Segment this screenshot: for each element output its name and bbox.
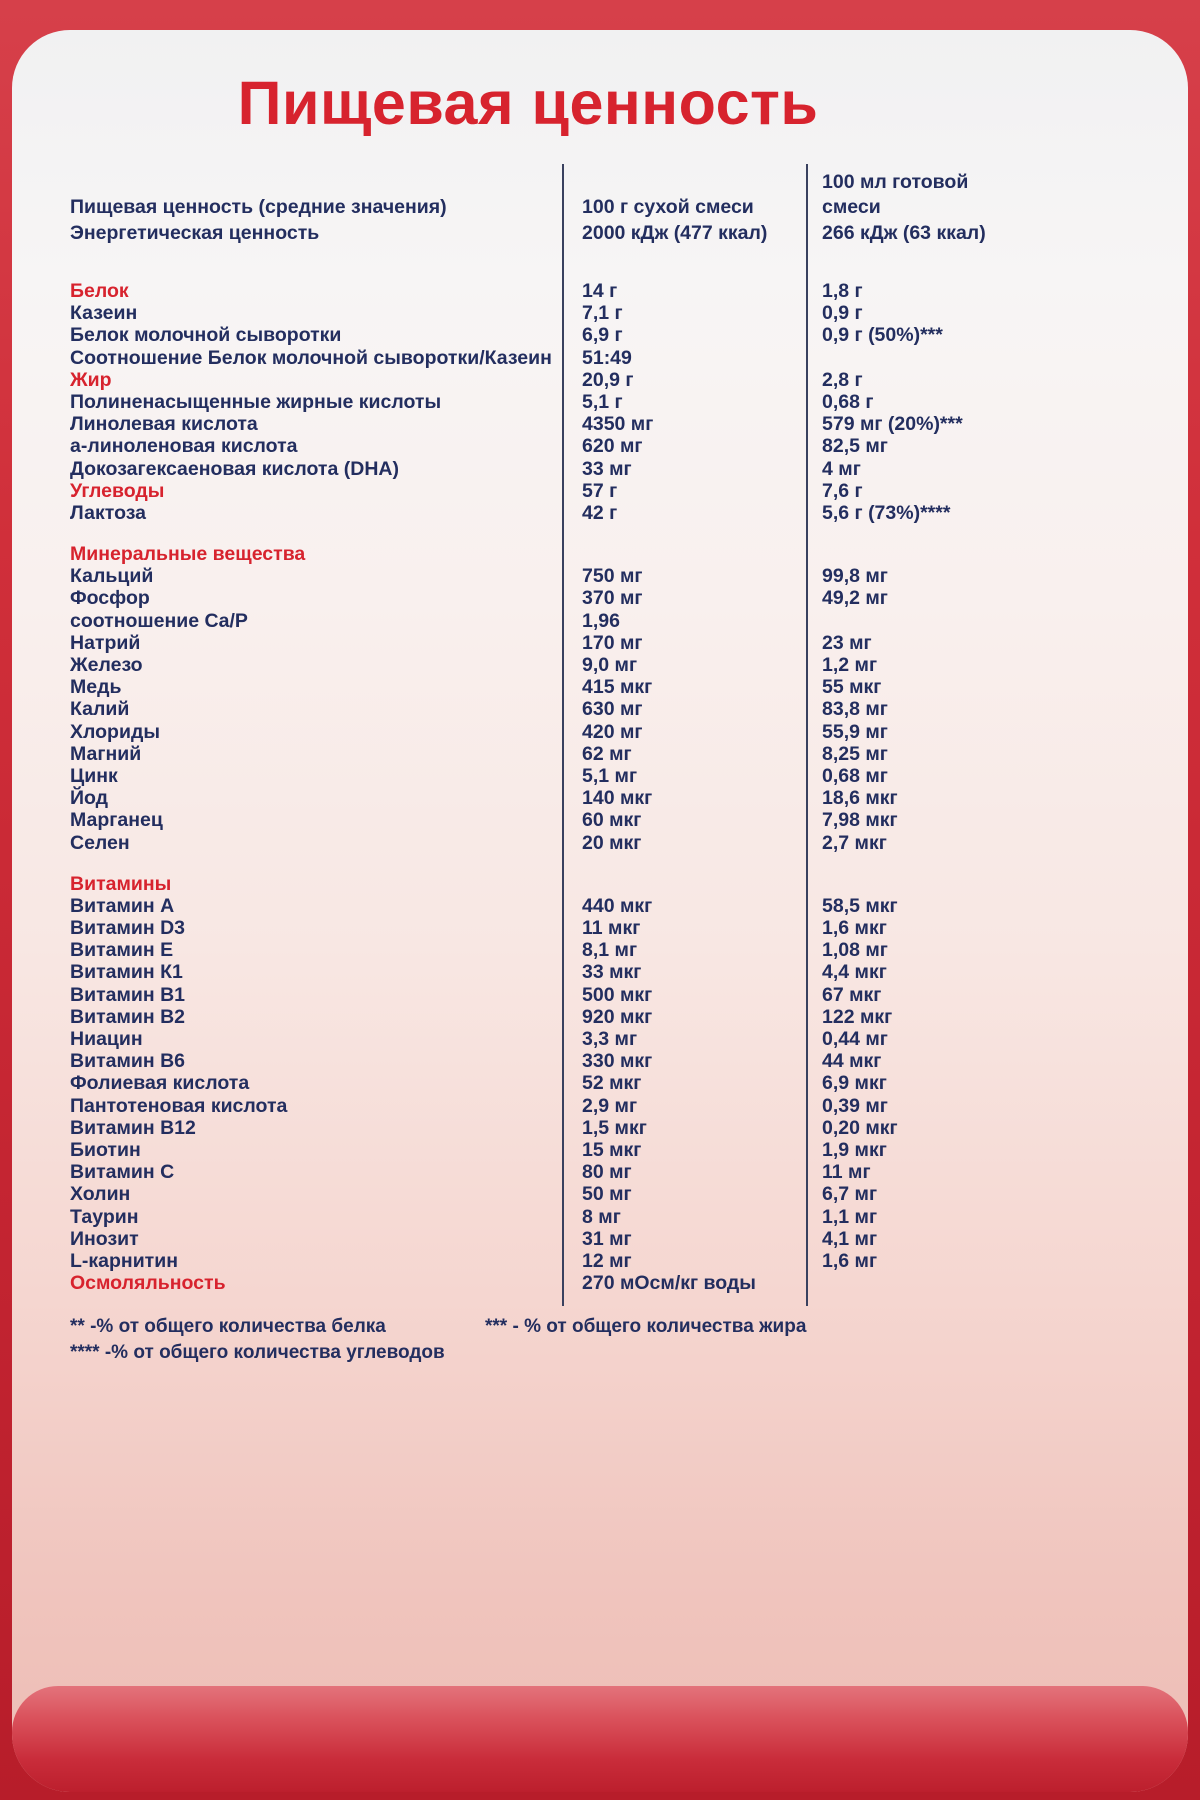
value-dry-mix: 1,5 мкг — [582, 1116, 647, 1139]
value-dry-mix: 8 мг — [582, 1205, 621, 1228]
nutrient-row — [70, 435, 1080, 457]
nutrient-label: Докозагексаеновая кислота (DHA) — [70, 457, 399, 480]
nutrient-label: Витамин В2 — [70, 1005, 186, 1028]
header-line: Энергетическая ценность — [70, 221, 320, 244]
value-ready-mix: 4,4 мкг — [822, 961, 887, 984]
nutrient-label: Витамин В1 — [70, 983, 186, 1006]
section-row — [70, 543, 1080, 565]
value-dry-mix: 12 мг — [582, 1249, 632, 1272]
value-dry-mix: 4350 мг — [582, 413, 654, 436]
value-ready-mix: 58,5 мкг — [822, 894, 898, 917]
nutrient-label: Осмоляльность — [70, 1272, 226, 1295]
value-dry-mix: 33 мг — [582, 457, 632, 480]
nutrient-label: Фолиевая кислота — [70, 1072, 250, 1095]
value-dry-mix: 620 мг — [582, 435, 643, 458]
value-dry-mix: 20,9 г — [582, 368, 634, 391]
value-ready-mix: 4 мг — [822, 457, 861, 480]
nutrient-label: Пантотеновая кислота — [70, 1094, 288, 1117]
footnote-protein: ** -% от общего количества белка — [70, 1316, 386, 1337]
nutrient-label: Селен — [70, 831, 130, 854]
footnote-fat: *** - % от общего количества жира — [485, 1316, 807, 1337]
header-col-nutrient — [70, 195, 562, 246]
nutrient-row — [70, 1272, 1080, 1294]
nutrient-row — [70, 765, 1080, 787]
nutrient-row — [70, 1250, 1080, 1272]
value-dry-mix: 140 мкг — [582, 787, 653, 810]
nutrient-label: Полиненасыщенные жирные кислоты — [70, 390, 442, 413]
nutrient-label: Марганец — [70, 809, 163, 832]
value-dry-mix: 15 мкг — [582, 1138, 642, 1161]
value-dry-mix: 170 мг — [582, 631, 643, 654]
nutrient-label: Холин — [70, 1183, 131, 1206]
value-dry-mix: 9,0 мг — [582, 654, 638, 676]
nutrient-label: Биотин — [70, 1138, 141, 1161]
value-dry-mix: 42 г — [582, 501, 618, 524]
value-ready-mix: 0,39 мг — [822, 1094, 888, 1117]
nutrient-label: Казеин — [70, 302, 138, 325]
header-line: смеси — [822, 196, 881, 218]
value-ready-mix — [806, 610, 1080, 632]
value-dry-mix: 14 г — [582, 280, 618, 302]
nutrient-row — [70, 654, 1080, 676]
nutrient-label: Натрий — [70, 631, 141, 654]
nutrient-label: а-линоленовая кислота — [70, 435, 298, 458]
nutrient-row — [70, 347, 1080, 369]
value-dry-mix: 20 мкг — [582, 831, 642, 854]
value-dry-mix: 330 мкг — [582, 1050, 653, 1073]
value-dry-mix: 33 мкг — [582, 961, 642, 984]
value-ready-mix — [806, 347, 1080, 369]
value-dry-mix: 370 мг — [582, 587, 643, 610]
value-dry-mix: 750 мг — [582, 565, 643, 588]
nutrient-row — [70, 324, 1080, 346]
nutrient-label: Минеральные вещества — [70, 543, 306, 566]
nutrient-label: Витамин А — [70, 894, 175, 917]
nutrient-label: Белок — [70, 280, 129, 302]
nutrient-label: Витамин В6 — [70, 1050, 186, 1073]
nutrient-row — [70, 809, 1080, 831]
nutrient-label: Углеводы — [70, 479, 165, 502]
nutrient-row — [70, 565, 1080, 587]
value-dry-mix: 920 мкг — [582, 1005, 653, 1028]
value-dry-mix: 7,1 г — [582, 302, 623, 325]
nutrient-row — [70, 302, 1080, 324]
value-ready-mix: 7,98 мкг — [822, 809, 898, 832]
value-ready-mix: 0,68 мг — [822, 764, 888, 787]
value-dry-mix: 5,1 мг — [582, 764, 638, 787]
nutrient-row — [70, 961, 1080, 983]
value-dry-mix: 60 мкг — [582, 809, 642, 832]
section-spacer — [70, 854, 1080, 873]
bottom-red-band — [12, 1686, 1188, 1792]
nutrient-row — [70, 1028, 1080, 1050]
value-ready-mix: 55 мкг — [822, 676, 882, 699]
value-ready-mix: 6,7 мг — [822, 1183, 878, 1206]
nutrient-label: соотношение Ca/P — [70, 609, 248, 632]
nutrient-label: Белок молочной сыворотки — [70, 324, 342, 347]
value-dry-mix: 52 мкг — [582, 1072, 642, 1095]
footnote-row — [70, 1314, 1080, 1340]
nutrient-label: Таурин — [70, 1205, 139, 1228]
nutrient-row — [70, 1161, 1080, 1183]
value-ready-mix — [806, 1272, 1080, 1294]
nutrient-label: Линолевая кислота — [70, 413, 258, 436]
value-dry-mix: 62 мг — [582, 742, 632, 765]
nutrient-row — [70, 743, 1080, 765]
value-ready-mix: 83,8 мг — [822, 698, 888, 721]
value-ready-mix: 6,9 мкг — [822, 1072, 887, 1095]
nutrient-row — [70, 502, 1080, 524]
nutrient-label: Витамин D3 — [70, 917, 186, 940]
value-ready-mix: 1,1 мг — [822, 1205, 878, 1228]
value-ready-mix: 579 мг (20%)*** — [822, 413, 963, 436]
value-dry-mix — [562, 543, 806, 565]
nutrient-row — [70, 587, 1080, 609]
nutrient-row — [70, 1139, 1080, 1161]
nutrient-row — [70, 787, 1080, 809]
header-col-dry-mix — [562, 195, 806, 246]
nutrient-label: Ниацин — [70, 1028, 143, 1050]
nutrient-row — [70, 458, 1080, 480]
nutrient-label: Соотношение Белок молочной сыворотки/Казеин — [70, 346, 552, 369]
value-ready-mix: 0,9 г (50%)*** — [822, 324, 943, 347]
value-dry-mix: 11 мкг — [582, 917, 641, 940]
section-spacer — [70, 524, 1080, 543]
nutrient-label: Медь — [70, 676, 122, 699]
nutrient-row — [70, 480, 1080, 502]
nutrient-label: Фосфор — [70, 587, 150, 610]
value-ready-mix: 1,9 мкг — [822, 1138, 887, 1161]
value-dry-mix: 57 г — [582, 479, 618, 502]
value-ready-mix — [806, 873, 1080, 895]
value-dry-mix: 51:49 — [582, 346, 632, 369]
header-line: Пищевая ценность (средние значения) — [70, 196, 447, 218]
value-dry-mix: 3,3 мг — [582, 1028, 638, 1050]
value-ready-mix: 5,6 г (73%)**** — [822, 501, 951, 524]
value-ready-mix: 0,68 г — [822, 390, 874, 413]
value-dry-mix: 80 мг — [582, 1161, 632, 1184]
nutrient-label: Лактоза — [70, 501, 147, 524]
nutrient-row — [70, 1117, 1080, 1139]
nutrient-row — [70, 676, 1080, 698]
header-line: 100 г сухой смеси — [582, 196, 754, 218]
nutrient-row — [70, 1095, 1080, 1117]
nutrient-row — [70, 632, 1080, 654]
value-ready-mix: 0,44 мг — [822, 1028, 888, 1050]
header-line: 266 кДж (63 ккал) — [822, 221, 986, 244]
value-ready-mix: 11 мг — [822, 1161, 871, 1184]
section-row — [70, 873, 1080, 895]
nutrient-row — [70, 895, 1080, 917]
nutrient-row — [70, 698, 1080, 720]
nutrient-row — [70, 1050, 1080, 1072]
value-dry-mix: 415 мкг — [582, 676, 653, 699]
value-dry-mix: 420 мг — [582, 720, 643, 743]
nutrient-label: Железо — [70, 654, 143, 676]
value-ready-mix — [806, 543, 1080, 565]
value-ready-mix: 23 мг — [822, 631, 872, 654]
value-ready-mix: 1,8 г — [822, 280, 863, 302]
value-ready-mix: 4,1 мг — [822, 1227, 878, 1250]
nutrient-row — [70, 280, 1080, 302]
nutrient-row — [70, 369, 1080, 391]
nutrient-row — [70, 939, 1080, 961]
value-dry-mix: 2,9 мг — [582, 1094, 638, 1117]
value-ready-mix: 82,5 мг — [822, 435, 888, 458]
nutrient-label: Калий — [70, 698, 130, 721]
nutrient-row — [70, 1072, 1080, 1094]
footnote-carbs: **** -% от общего количества углеводов — [70, 1342, 445, 1363]
footnotes — [70, 1314, 1080, 1366]
footnote-row — [70, 1340, 1080, 1366]
value-dry-mix: 6,9 г — [582, 324, 623, 347]
value-ready-mix: 1,6 мг — [822, 1249, 878, 1272]
nutrient-row — [70, 984, 1080, 1006]
nutrition-table — [70, 166, 1080, 1294]
nutrient-label: Витамины — [70, 872, 172, 895]
nutrient-row — [70, 1183, 1080, 1205]
nutrient-label: Витамин С — [70, 1161, 175, 1184]
nutrient-row — [70, 610, 1080, 632]
value-dry-mix: 270 мОсм/кг воды — [582, 1272, 756, 1295]
value-dry-mix: 500 мкг — [582, 983, 653, 1006]
nutrient-row — [70, 1006, 1080, 1028]
nutrient-row — [70, 391, 1080, 413]
value-dry-mix: 5,1 г — [582, 390, 623, 413]
nutrient-label: Хлориды — [70, 720, 160, 743]
header-line: 100 мл готовой — [822, 170, 969, 193]
value-ready-mix: 0,9 г — [822, 302, 863, 325]
value-dry-mix: 50 мг — [582, 1183, 632, 1206]
value-ready-mix: 67 мкг — [822, 983, 882, 1006]
nutrient-label: Инозит — [70, 1227, 139, 1250]
value-ready-mix: 1,08 мг — [822, 939, 888, 962]
value-ready-mix: 2,8 г — [822, 368, 863, 391]
value-dry-mix — [562, 873, 806, 895]
nutrient-label: Витамин Е — [70, 939, 174, 962]
value-ready-mix: 18,6 мкг — [822, 787, 898, 810]
value-dry-mix: 1,96 — [582, 609, 620, 632]
value-ready-mix: 7,6 г — [822, 479, 863, 502]
value-ready-mix: 99,8 мг — [822, 565, 888, 588]
nutrient-row — [70, 721, 1080, 743]
page-title: Пищевая ценность — [237, 69, 819, 137]
nutrient-label: Магний — [70, 742, 142, 765]
value-ready-mix: 0,20 мкг — [822, 1116, 898, 1139]
nutrient-row — [70, 413, 1080, 435]
value-ready-mix: 1,6 мкг — [822, 917, 887, 940]
value-dry-mix: 8,1 мг — [582, 939, 638, 962]
table-header — [70, 166, 1080, 246]
value-ready-mix: 8,25 мг — [822, 742, 888, 765]
table-body — [70, 280, 1080, 1294]
nutrient-row — [70, 1228, 1080, 1250]
value-ready-mix: 44 мкг — [822, 1050, 882, 1073]
nutrient-row — [70, 917, 1080, 939]
value-dry-mix: 630 мг — [582, 698, 643, 721]
nutrient-label: Витамин К1 — [70, 961, 183, 984]
nutrient-label: Кальций — [70, 565, 154, 588]
nutrient-label: L-карнитин — [70, 1249, 179, 1272]
value-ready-mix: 122 мкг — [822, 1005, 893, 1028]
value-ready-mix: 55,9 мг — [822, 720, 888, 743]
nutrient-label: Витамин В12 — [70, 1116, 196, 1139]
value-dry-mix: 440 мкг — [582, 894, 653, 917]
value-ready-mix: 49,2 мг — [822, 587, 888, 610]
header-line: 2000 кДж (477 ккал) — [582, 221, 768, 244]
label-card — [12, 30, 1188, 1792]
header-col-ready-mix — [806, 170, 1080, 247]
value-dry-mix: 31 мг — [582, 1227, 632, 1250]
value-ready-mix: 2,7 мкг — [822, 831, 887, 854]
nutrient-row — [70, 1206, 1080, 1228]
nutrient-label: Цинк — [70, 764, 118, 787]
nutrient-label: Жир — [70, 368, 112, 391]
value-ready-mix: 1,2 мг — [822, 654, 878, 676]
nutrient-label: Йод — [70, 787, 109, 810]
nutrient-row — [70, 832, 1080, 854]
